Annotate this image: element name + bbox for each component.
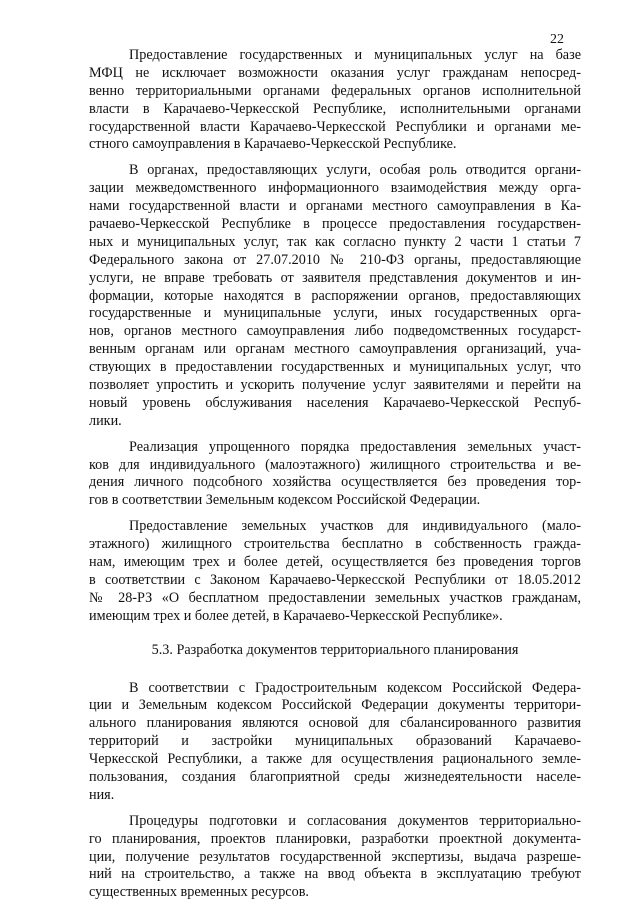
text-line: В органах, предоставляющих услуги, особая роль отводится органи- (129, 162, 581, 179)
page-number: 22 (550, 32, 564, 47)
text-line: в соответствии с Законом Карачаево-Черкесской Республики от 18.05.2012 (89, 571, 581, 588)
text-line: Процедуры подготовки и согласования документов территориально- (129, 812, 581, 829)
text-line: ния. (89, 786, 115, 803)
paragraph (89, 47, 581, 154)
text-line: Черкесской Республики, а также для осуществления рационального земле- (89, 751, 581, 768)
text-line: венным органам или органам местного самоуправления организаций, уча- (89, 341, 581, 358)
document-body (89, 47, 581, 902)
text-line: позволяет упростить и ускорить получение услуг заявителями и перейти на (89, 377, 581, 394)
paragraph-gap (89, 805, 581, 813)
text-line: нами государственной власти и органами местного самоуправления в Ка- (89, 198, 581, 215)
text-line: нов, органов местного самоуправления либо подведомственных государст- (89, 323, 581, 340)
text-line: нам, имеющим трех и более детей, осуществляется без проведения торгов (89, 554, 581, 571)
text-line: государственные и муниципальные услуги, иных государственных орга- (89, 305, 581, 322)
text-line: зации межведомственного информационного взаимодействия между орга- (89, 180, 581, 197)
section-before-heading (89, 47, 581, 626)
section-after-heading (89, 680, 581, 903)
text-line: формации, которые находятся в распоряжении органов, предоставляющих (89, 287, 581, 304)
text-line: пользования, создания благоприятной среды жизнедеятельности населе- (89, 768, 581, 785)
paragraph-gap (89, 154, 581, 162)
text-line: власти в Карачаево-Черкесской Республике, исполнительными органами (89, 100, 581, 117)
section-heading: 5.3. Разработка документов территориального планирования (151, 641, 519, 658)
paragraph (89, 813, 581, 902)
text-line: дения личного подсобного хозяйства осуществляется без проведения тор- (89, 474, 581, 491)
text-line: гов в соответствии Земельным кодексом Российской Федерации. (89, 492, 481, 509)
text-line: этажного) жилищного строительства бесплатно в собственность гражда- (89, 536, 581, 553)
text-line: № 28-РЗ «О бесплатном предоставлении земельных участков гражданам, (89, 589, 581, 606)
text-line: услуги, не вправе требовать от заявителя представления документов и ин- (89, 269, 581, 286)
text-line: государственной власти Карачаево-Черкесской Республики и органами ме- (89, 118, 581, 135)
text-line: ции, получение результатов государственной экспертизы, выдача разреше- (89, 848, 581, 865)
text-line: ных и муниципальных услуг, так как согласно пункту 2 части 1 статьи 7 (89, 233, 581, 250)
text-line: В соответствии с Градостроительным кодексом Российской Федера- (129, 679, 581, 696)
text-line: территорий и застройки муниципальных образований Карачаево- (89, 733, 581, 750)
text-line: новый уровень обслуживания населения Карачаево-Черкесской Респуб- (89, 394, 581, 411)
text-line: ков для индивидуального (малоэтажного) жилищного строительства и ве- (89, 456, 581, 473)
text-line: лики. (89, 412, 122, 429)
paragraph (89, 680, 581, 805)
paragraph (89, 518, 581, 625)
text-line: рачаево-Черкесской Республике в процессе предоставления государствен- (89, 216, 581, 233)
text-line: ний на строительство, а также на ввод объекта в эксплуатацию требуют (89, 866, 581, 883)
text-line: Реализация упрощенного порядка предоставления земельных участ- (129, 438, 581, 455)
text-line: ствующих в предоставлении государственных и муниципальных услуг, что (89, 359, 581, 376)
paragraph-gap (89, 431, 581, 439)
text-line: Предоставление государственных и муниципальных услуг на базе (129, 47, 581, 63)
paragraph (89, 162, 581, 430)
text-line: ции и Земельным кодексом Российской Федерации документы территори- (89, 697, 581, 714)
paragraph (89, 439, 581, 511)
text-line: венно территориальными органами федеральных органов исполнительной (89, 82, 581, 99)
text-line: существенных временных ресурсов. (89, 884, 309, 901)
text-line: стного самоуправления в Карачаево-Черкесской Республике. (89, 136, 457, 153)
paragraph-gap (89, 510, 581, 518)
text-line: Предоставление земельных участков для индивидуального (мало- (129, 518, 581, 535)
text-line: имеющим трех и более детей, в Карачаево-Черкесской Республике». (89, 607, 503, 624)
text-line: МФЦ не исключает возможности оказания услуг гражданам непосред- (89, 64, 581, 81)
text-line: го планирования, проектов планировки, разработки проектной документа- (89, 830, 581, 847)
text-line: ального планирования являются основой для сбалансированного развития (89, 715, 581, 732)
text-line: Федерального закона от 27.07.2010 № 210-ФЗ органы, предоставляющие (89, 251, 581, 268)
